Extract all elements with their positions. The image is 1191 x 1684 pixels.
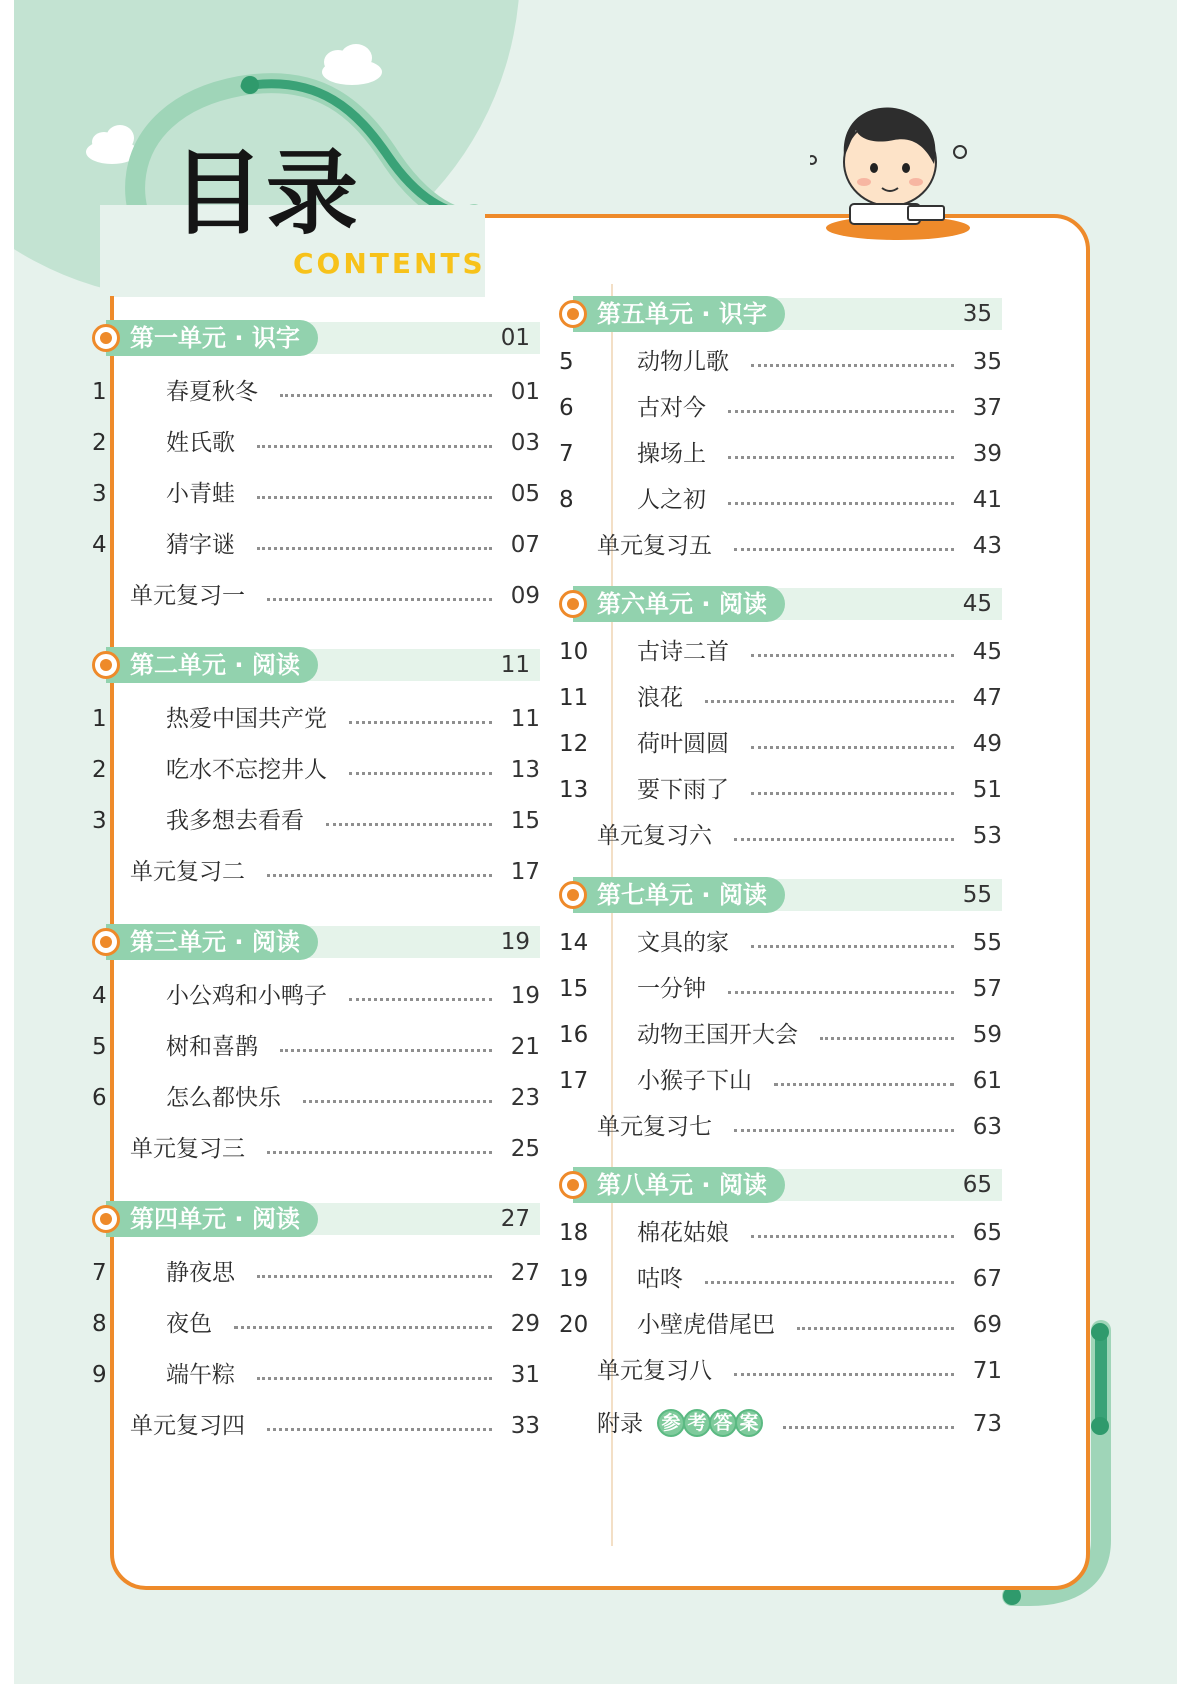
entry-title: 吃水不忘挖井人 <box>166 757 327 783</box>
entry-title: 动物儿歌 <box>637 349 729 375</box>
section-title: 第六单元 · 阅读 <box>573 586 785 622</box>
entry-number: 8 <box>559 487 574 513</box>
entry-title: 单元复习一 <box>130 583 245 609</box>
entry-title: 我多想去看看 <box>166 808 304 834</box>
dot-leader <box>303 1100 492 1103</box>
dot-leader <box>751 364 954 367</box>
entry-title: 热爱中国共产党 <box>166 706 327 732</box>
section-header[interactable] <box>559 877 1002 913</box>
section-title: 第七单元 · 阅读 <box>573 877 785 913</box>
section-header[interactable] <box>559 1167 1002 1203</box>
dot-leader <box>267 874 492 877</box>
dot-leader <box>267 598 492 601</box>
page-title: 目录 <box>172 140 361 247</box>
bullet-icon <box>92 928 120 956</box>
section-page: 19 <box>500 929 530 955</box>
entry-title: 一分钟 <box>637 976 706 1002</box>
entry-page: 15 <box>510 808 540 834</box>
entry-page: 27 <box>510 1260 540 1286</box>
dot-leader <box>705 1281 954 1284</box>
entry-title: 操场上 <box>637 441 706 467</box>
entry-page: 29 <box>510 1311 540 1337</box>
section-page: 11 <box>500 652 530 678</box>
bullet-icon <box>92 651 120 679</box>
entry-page: 57 <box>972 976 1002 1002</box>
toc-entry[interactable] <box>92 1355 540 1395</box>
toc-entry[interactable] <box>559 1351 1002 1391</box>
toc-entry[interactable] <box>559 1213 1002 1253</box>
entry-number: 8 <box>92 1311 107 1337</box>
page-subtitle: CONTENTS <box>293 247 486 280</box>
toc-entry[interactable] <box>92 423 540 463</box>
entry-page: 23 <box>510 1085 540 1111</box>
toc-entry[interactable] <box>559 969 1002 1009</box>
toc-entry[interactable] <box>559 1061 1002 1101</box>
entry-number: 18 <box>559 1220 589 1246</box>
dot-leader <box>705 700 954 703</box>
entry-title: 春夏秋冬 <box>166 379 258 405</box>
appendix-label: 附录 <box>597 1411 643 1437</box>
entry-page: 45 <box>972 639 1002 665</box>
dot-leader <box>326 823 492 826</box>
toc-entry[interactable] <box>559 678 1002 718</box>
entry-title: 单元复习六 <box>597 823 712 849</box>
entry-number: 2 <box>92 430 107 456</box>
dot-leader <box>728 991 954 994</box>
entry-title: 要下雨了 <box>637 777 729 803</box>
bullet-icon <box>92 1205 120 1233</box>
section-header[interactable] <box>92 1201 540 1237</box>
dot-leader <box>783 1426 954 1429</box>
entry-page: 03 <box>510 430 540 456</box>
entry-title: 动物王国开大会 <box>637 1022 798 1048</box>
entry-number: 13 <box>559 777 589 803</box>
entry-page: 11 <box>510 706 540 732</box>
entry-page: 53 <box>972 823 1002 849</box>
section-page: 35 <box>962 301 992 327</box>
toc-entry[interactable] <box>92 750 540 790</box>
dot-leader <box>257 1275 492 1278</box>
entry-title: 荷叶圆圆 <box>637 731 729 757</box>
entry-page: 39 <box>972 441 1002 467</box>
dot-leader <box>734 1129 954 1132</box>
entry-title: 单元复习三 <box>130 1136 245 1162</box>
toc-entry[interactable] <box>92 1129 540 1169</box>
dot-leader <box>234 1326 492 1329</box>
dot-leader <box>820 1037 954 1040</box>
entry-title: 单元复习五 <box>597 533 712 559</box>
dot-leader <box>257 445 492 448</box>
entry-number: 1 <box>92 706 107 732</box>
bullet-icon <box>92 324 120 352</box>
dot-leader <box>267 1428 492 1431</box>
entry-number: 7 <box>559 441 574 467</box>
entry-page: 25 <box>510 1136 540 1162</box>
entry-page: 05 <box>510 481 540 507</box>
toc-entry[interactable] <box>92 372 540 412</box>
entry-title: 猜字谜 <box>166 532 235 558</box>
entry-page: 67 <box>972 1266 1002 1292</box>
entry-page: 55 <box>972 930 1002 956</box>
dot-leader <box>257 547 492 550</box>
section-header[interactable] <box>92 320 540 356</box>
dot-leader <box>751 1235 954 1238</box>
entry-number: 2 <box>92 757 107 783</box>
entry-number: 20 <box>559 1312 589 1338</box>
entry-number: 4 <box>92 983 107 1009</box>
entry-title: 咕咚 <box>637 1266 683 1292</box>
entry-page: 21 <box>510 1034 540 1060</box>
entry-title: 浪花 <box>637 685 683 711</box>
dot-leader <box>257 496 492 499</box>
bullet-icon <box>559 590 587 618</box>
entry-page: 35 <box>972 349 1002 375</box>
entry-title: 文具的家 <box>637 930 729 956</box>
entry-title: 单元复习八 <box>597 1358 712 1384</box>
dot-leader <box>280 1049 492 1052</box>
entry-number: 5 <box>92 1034 107 1060</box>
entry-page: 37 <box>972 395 1002 421</box>
toc-entry[interactable] <box>559 342 1002 382</box>
toc-entry[interactable] <box>559 434 1002 474</box>
section-page: 01 <box>500 325 530 351</box>
entry-number: 5 <box>559 349 574 375</box>
toc-entry[interactable] <box>559 388 1002 428</box>
dot-leader <box>751 792 954 795</box>
toc-entry[interactable] <box>559 632 1002 672</box>
entry-page: 49 <box>972 731 1002 757</box>
entry-number: 9 <box>92 1362 107 1388</box>
entry-number: 3 <box>92 808 107 834</box>
bullet-icon <box>559 300 587 328</box>
section-title: 第五单元 · 识字 <box>573 296 785 332</box>
section-page: 55 <box>962 882 992 908</box>
entry-title: 小壁虎借尾巴 <box>637 1312 775 1338</box>
toc-entry[interactable] <box>92 1253 540 1293</box>
toc-entry[interactable] <box>559 724 1002 764</box>
entry-title: 夜色 <box>166 1311 212 1337</box>
entry-page: 07 <box>510 532 540 558</box>
entry-title: 静夜思 <box>166 1260 235 1286</box>
entry-title: 树和喜鹊 <box>166 1034 258 1060</box>
toc-entry[interactable] <box>559 923 1002 963</box>
dot-leader <box>349 998 492 1001</box>
bullet-icon <box>559 1171 587 1199</box>
appendix-entry[interactable] <box>559 1404 1002 1444</box>
section-header[interactable] <box>92 924 540 960</box>
answer-badge: 参 <box>657 1409 685 1437</box>
toc-entry[interactable] <box>92 699 540 739</box>
dot-leader <box>797 1327 954 1330</box>
answer-badge: 答 <box>709 1409 737 1437</box>
appendix-page: 73 <box>972 1411 1002 1437</box>
dot-leader <box>267 1151 492 1154</box>
toc-entry[interactable] <box>92 474 540 514</box>
entry-number: 7 <box>92 1260 107 1286</box>
toc-entry[interactable] <box>559 526 1002 566</box>
entry-number: 6 <box>92 1085 107 1111</box>
entry-number: 4 <box>92 532 107 558</box>
dot-leader <box>751 746 954 749</box>
entry-title: 小猴子下山 <box>637 1068 752 1094</box>
toc-entry[interactable] <box>559 816 1002 856</box>
entry-page: 17 <box>510 859 540 885</box>
dot-leader <box>728 502 954 505</box>
entry-page: 69 <box>972 1312 1002 1338</box>
entry-number: 17 <box>559 1068 589 1094</box>
section-header[interactable] <box>559 296 1002 332</box>
entry-number: 11 <box>559 685 589 711</box>
entry-page: 33 <box>510 1413 540 1439</box>
entry-number: 15 <box>559 976 589 1002</box>
section-title: 第二单元 · 阅读 <box>106 647 318 683</box>
toc-entry[interactable] <box>92 1406 540 1446</box>
toc-entry[interactable] <box>559 770 1002 810</box>
toc-entry[interactable] <box>92 976 540 1016</box>
entry-title: 单元复习二 <box>130 859 245 885</box>
section-title: 第八单元 · 阅读 <box>573 1167 785 1203</box>
toc-entry[interactable] <box>559 1107 1002 1147</box>
entry-title: 姓氏歌 <box>166 430 235 456</box>
entry-number: 1 <box>92 379 107 405</box>
entry-number: 12 <box>559 731 589 757</box>
toc-entry[interactable] <box>559 1259 1002 1299</box>
dot-leader <box>751 945 954 948</box>
entry-title: 单元复习七 <box>597 1114 712 1140</box>
boy-mascot-icon <box>810 90 970 240</box>
entry-number: 3 <box>92 481 107 507</box>
dot-leader <box>257 1377 492 1380</box>
dot-leader <box>734 838 954 841</box>
entry-title: 古诗二首 <box>637 639 729 665</box>
toc-entry[interactable] <box>92 801 540 841</box>
entry-number: 10 <box>559 639 589 665</box>
toc-entry[interactable] <box>92 852 540 892</box>
entry-title: 小公鸡和小鸭子 <box>166 983 327 1009</box>
section-page: 27 <box>500 1206 530 1232</box>
entry-number: 16 <box>559 1022 589 1048</box>
toc-entry[interactable] <box>92 1304 540 1344</box>
entry-page: 51 <box>972 777 1002 803</box>
entry-page: 65 <box>972 1220 1002 1246</box>
entry-page: 63 <box>972 1114 1002 1140</box>
entry-title: 单元复习四 <box>130 1413 245 1439</box>
toc-entry[interactable] <box>92 1078 540 1118</box>
dot-leader <box>728 456 954 459</box>
entry-title: 怎么都快乐 <box>166 1085 281 1111</box>
section-page: 65 <box>962 1172 992 1198</box>
dot-leader <box>751 654 954 657</box>
section-header[interactable] <box>559 586 1002 622</box>
dot-leader <box>349 772 492 775</box>
dot-leader <box>774 1083 954 1086</box>
toc-entry[interactable] <box>559 480 1002 520</box>
answer-badges <box>657 1409 761 1437</box>
entry-page: 19 <box>510 983 540 1009</box>
toc-entry[interactable] <box>92 1027 540 1067</box>
entry-page: 59 <box>972 1022 1002 1048</box>
toc-entry[interactable] <box>92 525 540 565</box>
answer-badge: 案 <box>735 1409 763 1437</box>
entry-number: 6 <box>559 395 574 421</box>
section-page: 45 <box>962 591 992 617</box>
dot-leader <box>728 410 954 413</box>
dot-leader <box>734 548 954 551</box>
entry-page: 13 <box>510 757 540 783</box>
entry-page: 31 <box>510 1362 540 1388</box>
bullet-icon <box>559 881 587 909</box>
toc-entry[interactable] <box>559 1305 1002 1345</box>
toc-entry[interactable] <box>559 1015 1002 1055</box>
entry-page: 71 <box>972 1358 1002 1384</box>
dot-leader <box>734 1373 954 1376</box>
answer-badge: 考 <box>683 1409 711 1437</box>
entry-page: 47 <box>972 685 1002 711</box>
entry-title: 人之初 <box>637 487 706 513</box>
entry-number: 14 <box>559 930 589 956</box>
entry-title: 小青蛙 <box>166 481 235 507</box>
entry-page: 43 <box>972 533 1002 559</box>
section-title: 第三单元 · 阅读 <box>106 924 318 960</box>
entry-page: 09 <box>510 583 540 609</box>
section-header[interactable] <box>92 647 540 683</box>
entry-page: 61 <box>972 1068 1002 1094</box>
entry-title: 端午粽 <box>166 1362 235 1388</box>
entry-page: 01 <box>510 379 540 405</box>
dot-leader <box>280 394 492 397</box>
entry-page: 41 <box>972 487 1002 513</box>
entry-title: 棉花姑娘 <box>637 1220 729 1246</box>
toc-entry[interactable] <box>92 576 540 616</box>
section-title: 第四单元 · 阅读 <box>106 1201 318 1237</box>
section-title: 第一单元 · 识字 <box>106 320 318 356</box>
dot-leader <box>349 721 492 724</box>
entry-title: 古对今 <box>637 395 706 421</box>
entry-number: 19 <box>559 1266 589 1292</box>
